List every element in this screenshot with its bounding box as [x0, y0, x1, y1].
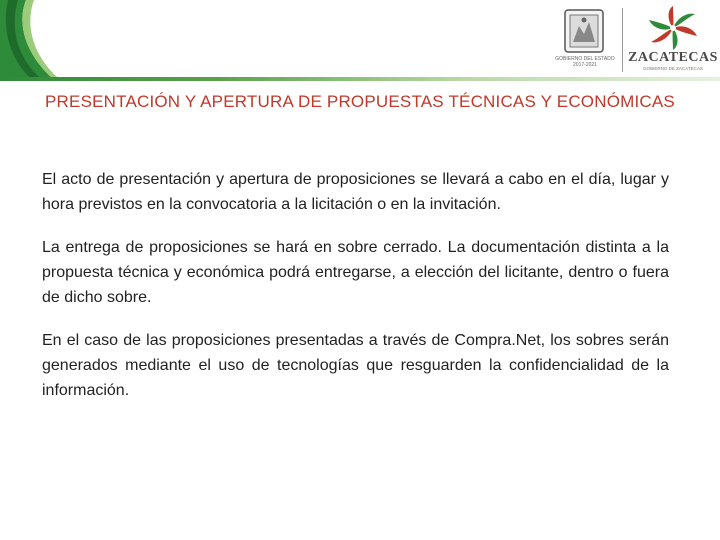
zacatecas-star-logo-icon: [632, 6, 714, 50]
slide-header: [0, 0, 720, 80]
paragraph-sealed-envelope: La entrega de proposiciones se hará en sobre cerrado. La documentación distinta a la propuesta técnica y económica podrá entregarse, a elección del licitante, dentro o fuera de dicho sobre.: [42, 239, 669, 306]
header-green-rule: [0, 77, 720, 81]
paragraph-compranet: En el caso de las proposiciones presentadas a través de Compra.Net, los sobres serán generados mediante el uso de tecnologías que resguarden la confidencialidad de la información.: [42, 332, 669, 399]
zacatecas-logo-word: ZACATECAS: [628, 50, 718, 65]
page-title: PRESENTACIÓN Y APERTURA DE PROPUESTAS TÉCNICAS Y ECONÓMICAS: [45, 92, 675, 111]
green-corner-decoration: [0, 0, 60, 80]
paragraph-presentation-act: El acto de presentación y apertura de proposiciones se llevará a cabo en el día, lugar y hora previstos en la convocatoria a la licitación o en la invitación.: [42, 171, 669, 213]
seal-caption: GOBIERNO DEL ESTADO 2017-2021: [555, 56, 615, 68]
body-text: [42, 167, 669, 421]
zacatecas-logo-tagline: GOBIERNO DE ZACATECAS: [643, 66, 703, 71]
header-divider: [622, 8, 623, 72]
